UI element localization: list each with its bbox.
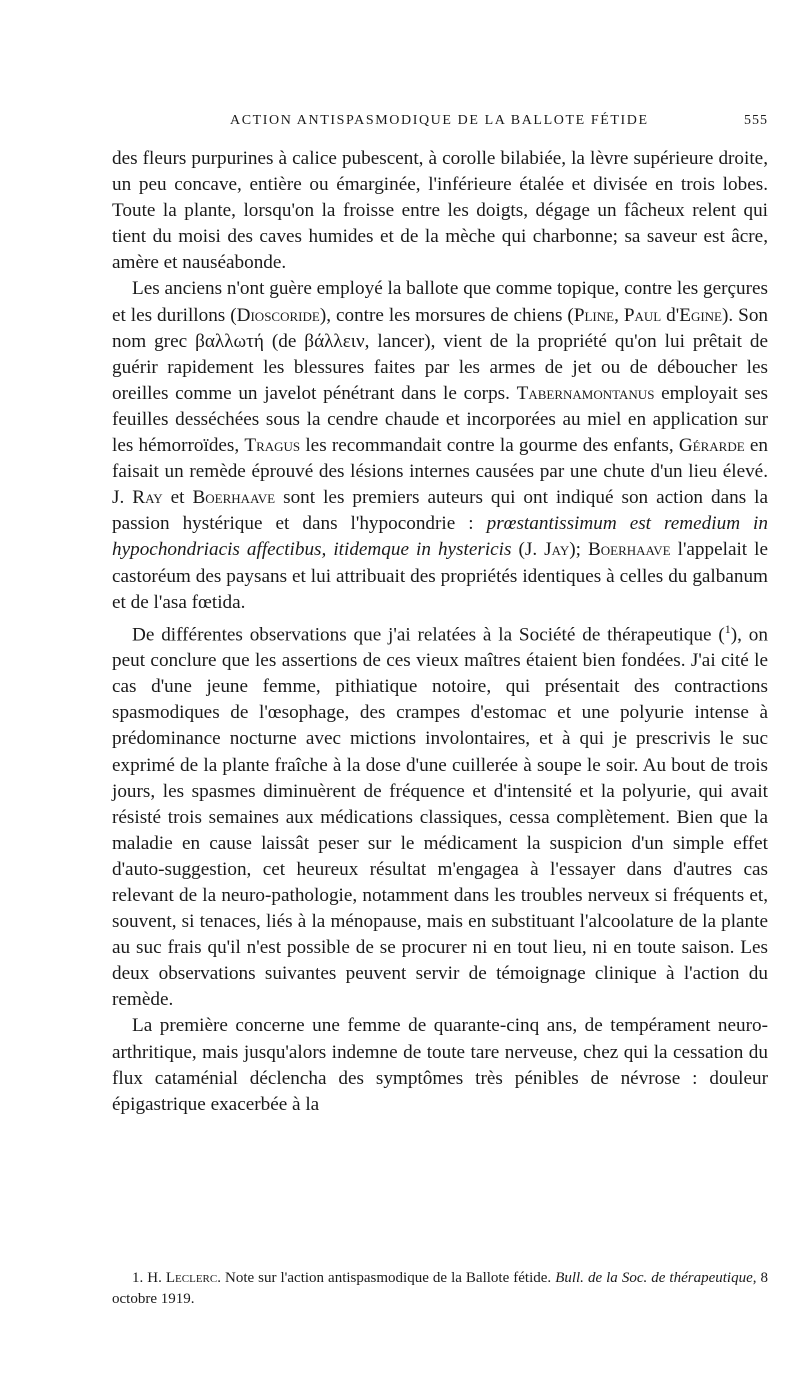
author-name: Gérarde [678,435,745,457]
footnote-author: Leclerc [165,1270,218,1286]
main-text [112,146,768,1118]
author-name: Ray [132,487,163,509]
author-name: Tabernamontanus [516,382,655,404]
footnote-journal: Bull. de la Soc. de thérapeutique [555,1270,753,1286]
footnote-text: 1. H. Leclerc. Note sur l'action antispasmodique de la Ballote fétide. Bull. de la Soc. de thérapeutique, 8 octobre 1919. [112,1270,769,1307]
page-number: 555 [744,113,768,128]
paragraph-1: des fleurs purpurines à calice pubescent, à corolle bilabiée, la lèvre supérieure droite, un peu concave, entière ou émarginée, l'inférieure étalée et divisée en trois lobes. Toute la plante, lorsqu'on la froisse entre les doigts, dégage un fâcheux relent qui tient du moisi des caves humides et de la mèche qui charbonne; sa saveur est âcre, amère et nauséabonde. [112,148,768,274]
author-name: Dioscoride [236,304,320,326]
paragraph-3: De différentes observations que j'ai relatées à la Société de thérapeutique ($^1$), on peut conclure que les assertions de ces vieux maîtres étaient bien fondées. J'ai cité le cas d'une jeune femme, pithiatique notoire, qui présentait des contractions spasmodiques de l'œsophage, des crampes d'estomac et une polyurie intense à prédominance nocturne avec mictions involontaires, et à qui je prescrivis le suc exprimé de la plante fraîche à la dose d'une cuillerée à soupe le soir. Au bout de trois jours, les spasmes diminuèrent de fréquence et d'intensité et la polyurie, qui avait résisté trois semaines aux médications classiques, cessa complètement. Bien que la maladie en cause laissât peser sur le médicament la suspicion d'un simple effet d'auto-suggestion, cet heureux résultat m'engagea à l'essayer dans d'autres cas relevant de la neuro-pathologie, notamment dans les troubles nerveux si fréquents et, souvent, si tenaces, liés à la ménopause, mais en substituant l'alcoolature de la plante au suc frais qu'il n'est possible de se procurer ni en tout lieu, ni en toute saison. Les deux observations suivantes peuvent servir de témoignage clinique à l'action du remède. [112,621,768,1011]
author-name: Tragus [244,435,301,457]
paragraph-2: Les anciens n'ont guère employé la ballote que comme topique, contre les gerçures et les durillons (Dioscoride), contre les morsures de chiens (Pline, Paul d'Egine). Son nom grec βαλλωτή (de βάλλειν, lancer), vient de la propriété qu'on lui prêtait de guérir rapidement les blessures faites par les armes de jet ou de déboucher les oreilles comme un javelot pénétrant dans le corps. Tabernamontanus employait ses feuilles desséchées sous la cendre chaude et incorporées au miel en application sur les hémorroïdes, Tragus les recommandait contre la gourme des enfants, Gérarde en faisait un remède éprouvé des lésions internes causées par une chute d'un lieu élevé. J. Ray et Boerhaave sont les premiers auteurs qui ont indiqué son action dans la passion hystérique et dans l'hypocondrie : prœstantissimum est remedium in hypochondriacis affectibus, itidemque in hystericis (J. Jay); Boerhaave l'appelait le castoréum des paysans et lui attribuait des propriétés identiques à celles du galbanum et de l'asa fœtida. [112,278,769,613]
author-name: Paul [623,304,662,326]
author-name: Jay [544,539,570,561]
paragraph-4: La première concerne une femme de quarante-cinq ans, de tempérament neuro-arthritique, mais jusqu'alors indemne de toute tare nerveuse, chez qui la cessation du flux cataménial déclencha des symptômes très pénibles de névrose : douleur épigastrique exacerbée à la [112,1015,768,1115]
footnote-number: 1. [132,1270,144,1286]
author-name: Pline [573,304,615,326]
footnote [112,1268,768,1310]
footnote-reference[interactable]: 1 [724,621,731,636]
latin-quote: prœstantissimum est remedium in hypochondriacis affectibus, itidemque in hystericis [112,513,768,561]
author-name: Boerhaave [587,539,671,561]
running-header [112,113,768,137]
running-title: ACTION ANTISPASMODIQUE DE LA BALLOTE FÉTIDE [230,113,649,128]
author-name: Egine [679,304,723,326]
author-name: Boerhaave [192,487,276,509]
